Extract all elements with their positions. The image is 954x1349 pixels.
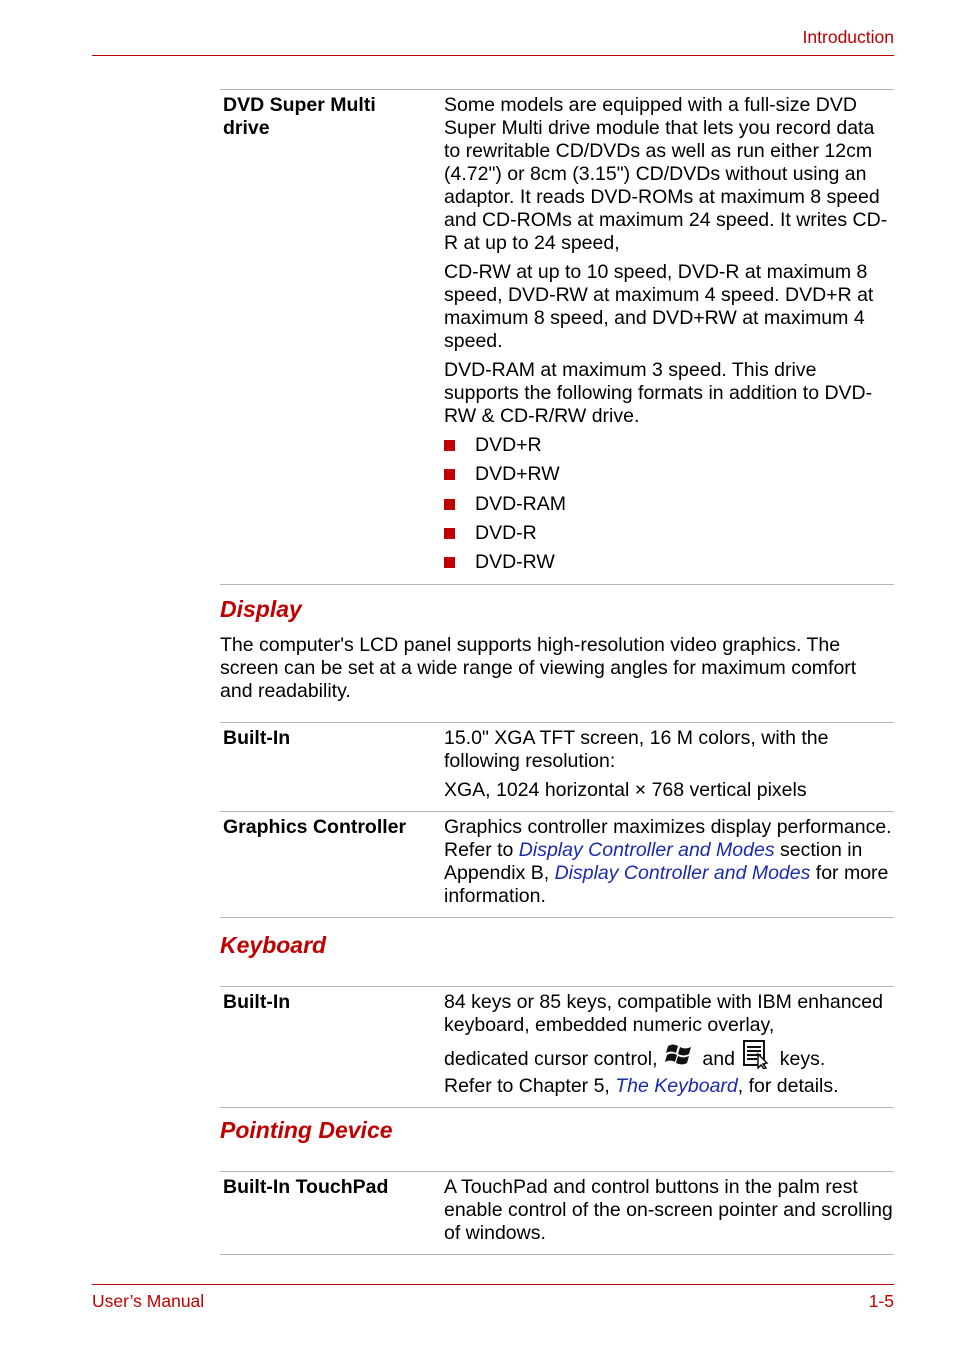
- pointing-row-touchpad: [220, 1172, 894, 1254]
- dvd-drive-description: [442, 94, 894, 574]
- section-title-display: Display: [220, 596, 302, 622]
- format-item: [444, 551, 894, 574]
- display-resolution-text: XGA, 1024 horizontal × 768 vertical pixels: [444, 779, 807, 801]
- format-label: DVD-RW: [475, 551, 555, 574]
- text-fragment: Graphics controller maximizes display performance. Refer to: [444, 816, 892, 861]
- bullet-square-icon: [444, 528, 455, 539]
- format-item: [444, 522, 894, 545]
- format-label: DVD+R: [475, 434, 542, 456]
- footer-manual-title: User’s Manual: [92, 1291, 205, 1311]
- section-title-pointing-device: Pointing Device: [220, 1117, 393, 1143]
- footer-rule: [92, 1284, 894, 1285]
- keyboard-chapter-link[interactable]: The Keyboard: [615, 1075, 738, 1097]
- graphics-controller-term: Graphics Controller: [223, 816, 407, 838]
- dvd-drive-paragraph: CD-RW at up to 10 speed, DVD-R at maximum 8 speed, DVD-RW at maximum 4 speed. DVD+R at maximum 8 speed, and DVD+RW at maximum 4 speed.: [444, 261, 874, 352]
- dvd-drive-paragraph: Some models are equipped with a full-size DVD Super Multi drive module that lets you record data to rewritable CD/DVDs as well as run either 12cm (4.72") or 8cm (3.15") CD/DVDs without using an adaptor. It reads DVD-ROMs at maximum 8 speed and CD-ROMs at maximum 24 speed. It writes CD-R at up to 24 speed,: [444, 94, 888, 254]
- text-fragment: for more information.: [444, 862, 889, 907]
- bullet-square-icon: [444, 499, 455, 510]
- header-title: Introduction: [802, 27, 894, 47]
- dvd-drive-term: DVD Super Multi drive: [223, 94, 376, 139]
- bullet-square-icon: [444, 557, 455, 568]
- text-fragment: dedicated cursor control,: [444, 1048, 658, 1071]
- text-fragment: section in Appendix B,: [444, 839, 863, 884]
- format-list: [444, 434, 894, 574]
- dvd-drive-row: [220, 90, 894, 584]
- graphics-controller-description: [442, 816, 894, 908]
- keyboard-keys-text: [444, 1045, 894, 1098]
- format-item: [444, 463, 894, 486]
- display-controller-link-appendix[interactable]: Display Controller and Modes: [554, 862, 811, 884]
- windows-key-icon: [665, 1040, 695, 1074]
- display-built-in-description: [442, 727, 894, 802]
- format-label: DVD-R: [475, 521, 537, 544]
- bullet-square-icon: [444, 440, 455, 451]
- keyboard-table: [220, 986, 894, 1108]
- format-label: DVD-RAM: [475, 492, 566, 515]
- touchpad-description: A TouchPad and control buttons in the palm rest enable control of the on-screen pointer and scrolling of windows.: [444, 1176, 893, 1244]
- format-item: [444, 434, 894, 457]
- text-fragment: and: [702, 1048, 735, 1071]
- format-label: DVD+RW: [475, 463, 560, 486]
- dvd-drive-paragraph: DVD-RAM at maximum 3 speed. This drive supports the following formats in addition to DVD-RW & CD-R/RW drive.: [444, 359, 873, 427]
- display-built-in-term: Built-In: [223, 727, 291, 749]
- keyboard-built-in-description: [442, 991, 894, 1098]
- page-number: 1-5: [868, 1291, 894, 1311]
- display-row-built-in: [220, 723, 894, 811]
- display-intro: The computer's LCD panel supports high-resolution video graphics. The screen can be set at a wide range of viewing angles for maximum comfort and readability.: [220, 634, 857, 702]
- section-title-keyboard: Keyboard: [220, 932, 327, 958]
- keyboard-row-built-in: [220, 987, 894, 1107]
- text-fragment: Refer to Chapter 5,: [444, 1075, 616, 1097]
- bullet-square-icon: [444, 469, 455, 480]
- graphics-controller-text: [444, 816, 894, 908]
- touchpad-term: Built-In TouchPad: [223, 1176, 389, 1198]
- format-item: [444, 493, 894, 516]
- text-fragment: keys.: [779, 1048, 826, 1071]
- display-built-in-text: 15.0" XGA TFT screen, 16 M colors, with the following resolution:: [444, 727, 829, 772]
- display-controller-link[interactable]: Display Controller and Modes: [518, 839, 775, 861]
- header-rule: [92, 55, 894, 56]
- dvd-drive-table: [220, 89, 894, 585]
- display-table: [220, 722, 894, 918]
- pointing-device-table: [220, 1171, 894, 1255]
- application-key-icon: [742, 1039, 772, 1075]
- display-row-graphics-controller: [220, 811, 894, 917]
- text-fragment: , for details.: [737, 1075, 839, 1097]
- keyboard-text: 84 keys or 85 keys, compatible with IBM enhanced keyboard, embedded numeric overlay,: [444, 991, 883, 1036]
- keyboard-built-in-term: Built-In: [223, 991, 291, 1013]
